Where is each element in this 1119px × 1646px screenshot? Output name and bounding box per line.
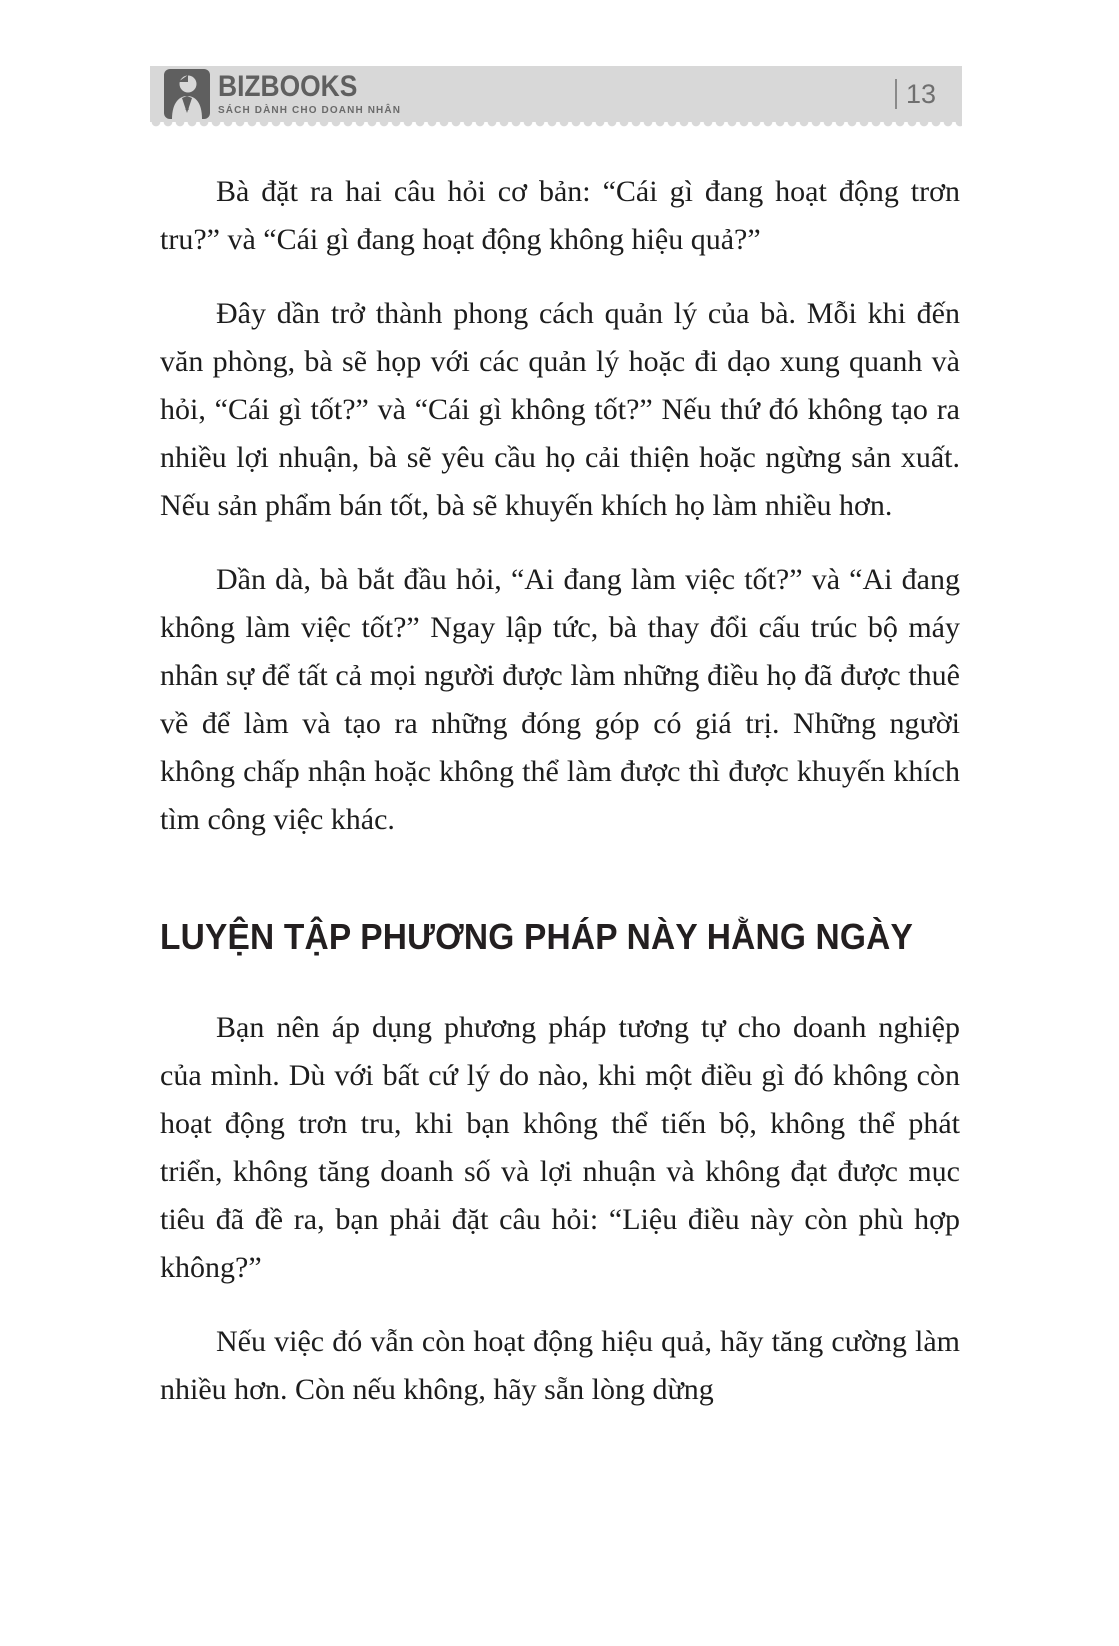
bizbooks-logo xyxy=(164,69,411,119)
logo-text xyxy=(218,72,411,116)
page-number xyxy=(895,79,936,110)
paragraph: Bà đặt ra hai câu hỏi cơ bản: “Cái gì đang hoạt động trơn tru?” và “Cái gì đang hoạt động không hiệu quả?” xyxy=(160,175,960,256)
businessman-book-icon xyxy=(164,69,210,119)
header-scalloped-edge xyxy=(150,122,962,131)
page-number-value: 13 xyxy=(905,78,936,109)
section-heading: LUYỆN TẬP PHƯƠNG PHÁP NÀY HẰNG NGÀY xyxy=(160,916,914,957)
paragraph: Nếu việc đó vẫn còn hoạt động hiệu quả, hãy tăng cường làm nhiều hơn. Còn nếu không, hãy sẵn lòng dừng xyxy=(160,1325,960,1406)
paragraph: Đây dần trở thành phong cách quản lý của bà. Mỗi khi đến văn phòng, bà sẽ họp với các quản lý hoặc đi dạo xung quanh và hỏi, “Cái gì tốt?” và “Cái gì không tốt?” Nếu thứ đó không tạo ra nhiều lợi nhuận, bà sẽ yêu cầu họ cải thiện hoặc ngừng sản xuất. Nếu sản phẩm bán tốt, bà sẽ khuyến khích họ làm nhiều hơn. xyxy=(160,297,960,522)
brand-tagline: SÁCH DÀNH CHO DOANH NHÂN xyxy=(218,104,402,117)
page-header xyxy=(150,66,962,122)
page-content xyxy=(160,168,960,1440)
brand-name: BIZBOOKS xyxy=(218,70,358,104)
page-number-divider xyxy=(895,79,897,109)
paragraph: Bạn nên áp dụng phương pháp tương tự cho doanh nghiệp của mình. Dù với bất cứ lý do nào, khi một điều gì đó không còn hoạt động trơn tru, khi bạn không thể tiến bộ, không thể phát triển, không tăng doanh số và lợi nhuận và không đạt được mục tiêu đã đề ra, bạn phải đặt câu hỏi: “Liệu điều này còn phù hợp không?” xyxy=(160,1011,960,1284)
paragraph: Dần dà, bà bắt đầu hỏi, “Ai đang làm việc tốt?” và “Ai đang không làm việc tốt?” Ngay lập tức, bà thay đổi cấu trúc bộ máy nhân sự để tất cả mọi người được làm những điều họ đã được thuê về để làm và tạo ra những đóng góp có giá trị. Những người không chấp nhận hoặc không thể làm được thì được khuyến khích tìm công việc khác. xyxy=(160,563,960,836)
